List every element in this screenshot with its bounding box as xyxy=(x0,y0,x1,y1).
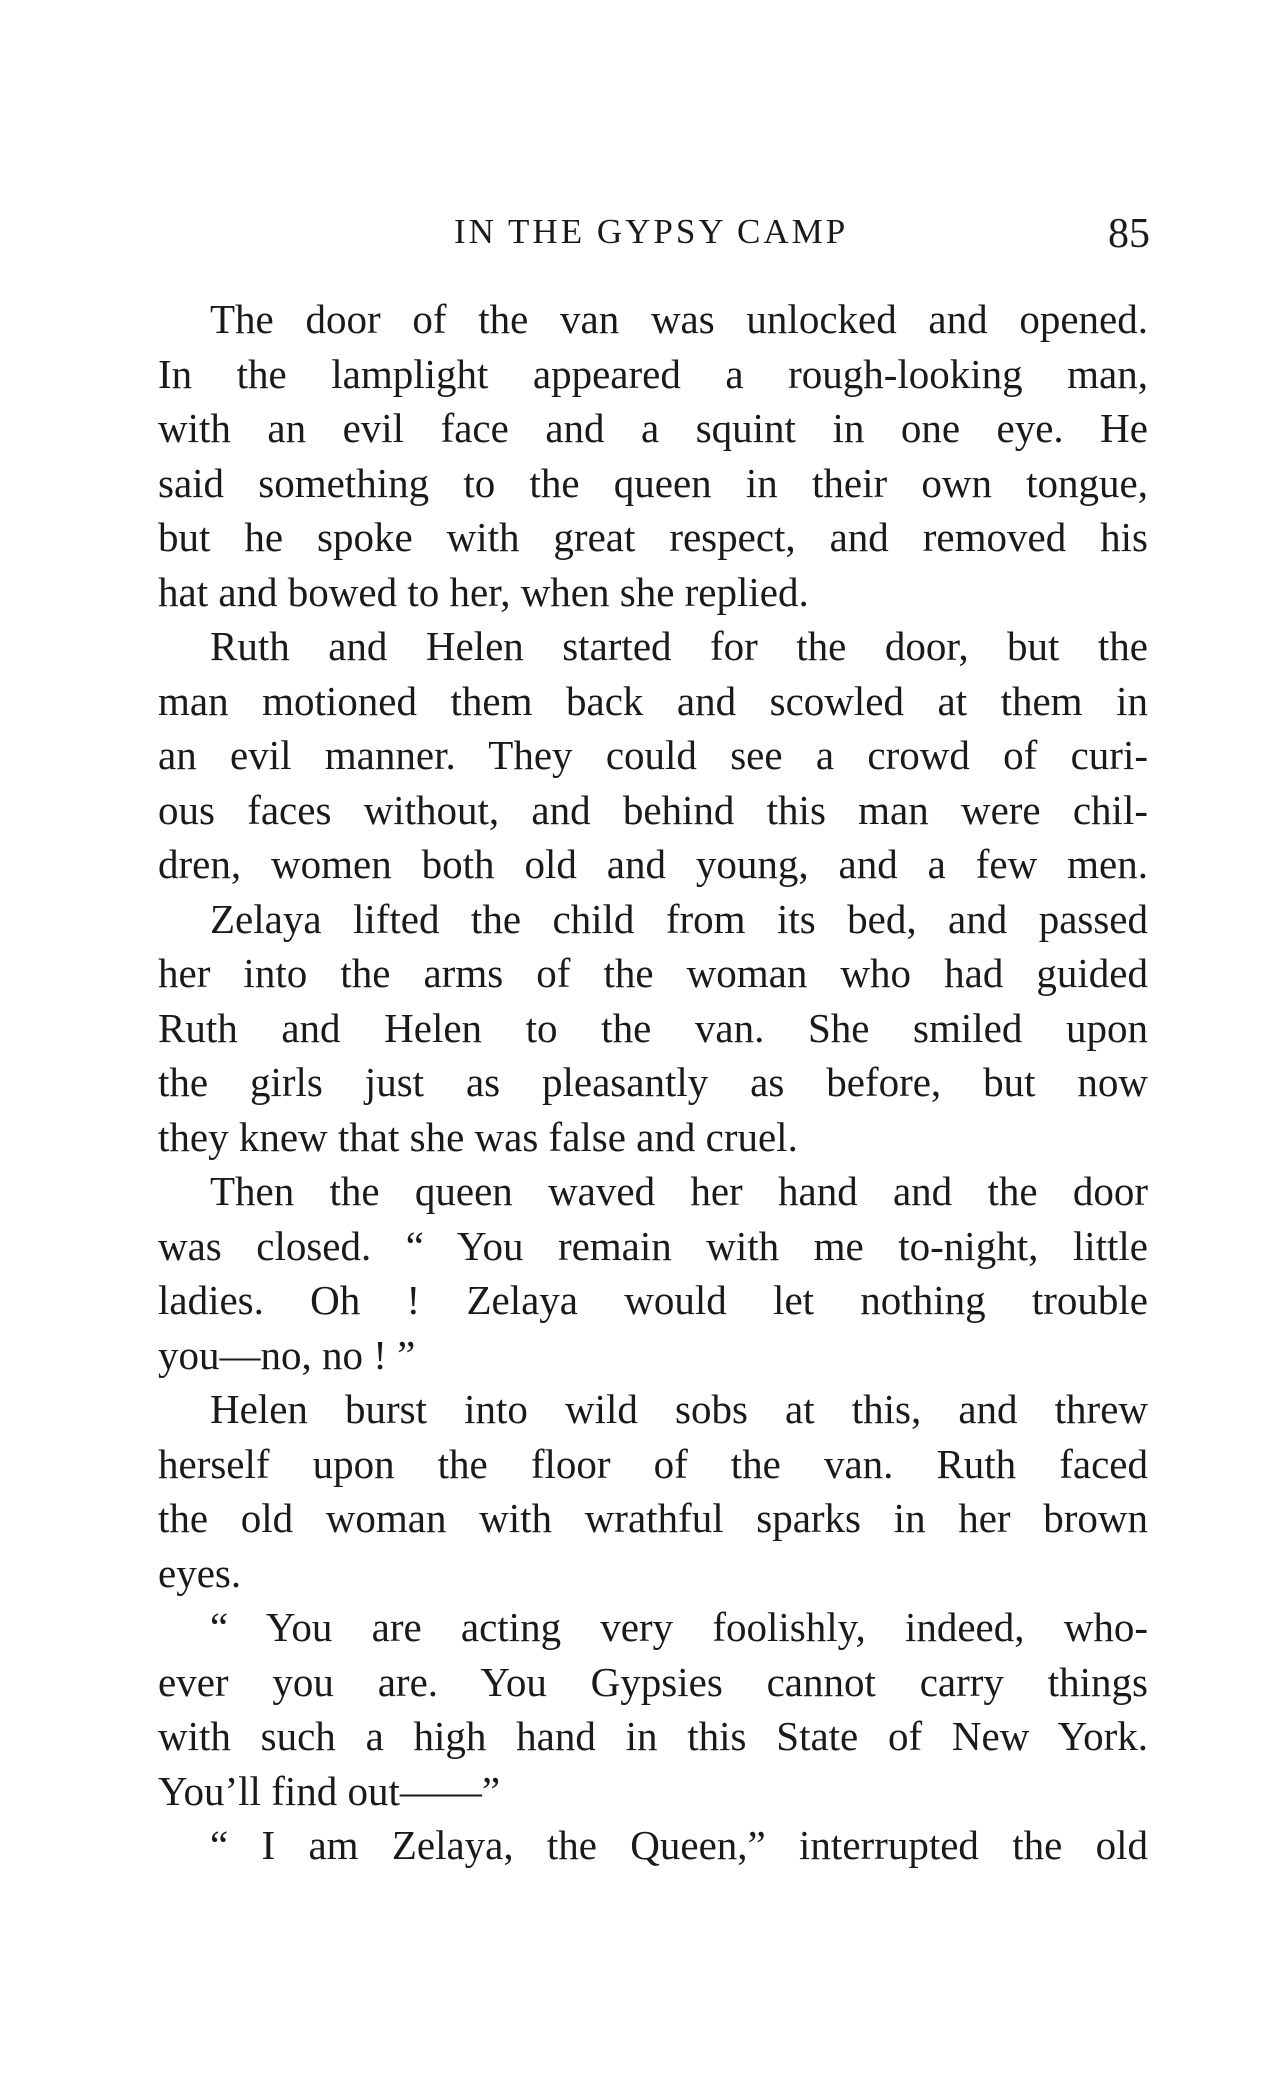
text-line: they knew that she was false and cruel. xyxy=(158,1113,798,1160)
text-line: Then the queen waved her hand and the door xyxy=(210,1168,1148,1214)
text-line: with an evil face and a squint in one eye. He xyxy=(158,405,1148,451)
paragraph xyxy=(158,1818,1148,1873)
text-line: ever you are. You Gypsies cannot carry things xyxy=(158,1658,1148,1705)
text-line: the old woman with wrathful sparks in her brown xyxy=(158,1495,1148,1541)
text-line: Helen burst into wild sobs at this, and threw xyxy=(210,1386,1148,1432)
text-line: In the lamplight appeared a rough-looking man, xyxy=(158,350,1148,397)
paragraph xyxy=(158,292,1148,619)
text-line: was closed. “ You remain with me to-night, little xyxy=(158,1222,1148,1269)
text-line: dren, women both old and young, and a few men. xyxy=(158,841,1148,887)
body-text xyxy=(158,292,1148,1873)
text-line: hat and bowed to her, when she replied. xyxy=(158,568,809,615)
text-line: but he spoke with great respect, and removed his xyxy=(158,514,1148,560)
text-line: You’ll find out——” xyxy=(158,1767,501,1814)
text-line: ladies. Oh ! Zelaya would let nothing trouble xyxy=(158,1277,1148,1323)
text-line: her into the arms of the woman who had guided xyxy=(158,950,1148,996)
text-line: Zelaya lifted the child from its bed, and passed xyxy=(210,895,1148,942)
paragraph xyxy=(158,619,1148,892)
text-line: “ You are acting very foolishly, indeed, who- xyxy=(210,1604,1148,1650)
paragraph xyxy=(158,1382,1148,1600)
text-line: an evil manner. They could see a crowd of curi- xyxy=(158,732,1148,778)
paragraph xyxy=(158,892,1148,1165)
text-line: “ I am Zelaya, the Queen,” interrupted the old xyxy=(210,1822,1148,1868)
text-line: you—no, no ! ” xyxy=(158,1331,416,1378)
running-head xyxy=(160,212,1150,272)
paragraph xyxy=(158,1600,1148,1818)
text-line: ous faces without, and behind this man were chil- xyxy=(158,786,1148,833)
text-line: man motioned them back and scowled at them in xyxy=(158,677,1148,724)
text-line: said something to the queen in their own tongue, xyxy=(158,459,1148,506)
text-line: eyes. xyxy=(158,1549,242,1596)
text-line: the girls just as pleasantly as before, but now xyxy=(158,1059,1148,1105)
running-title: IN THE GYPSY CAMP xyxy=(454,212,849,251)
text-line: The door of the van was unlocked and opened. xyxy=(210,296,1148,342)
text-line: Ruth and Helen to the van. She smiled upon xyxy=(158,1004,1148,1051)
text-line: with such a high hand in this State of New York. xyxy=(158,1713,1148,1759)
page-number: 85 xyxy=(1108,211,1150,257)
paragraph xyxy=(158,1164,1148,1382)
text-line: herself upon the floor of the van. Ruth faced xyxy=(158,1440,1148,1487)
text-line: Ruth and Helen started for the door, but the xyxy=(210,623,1148,669)
